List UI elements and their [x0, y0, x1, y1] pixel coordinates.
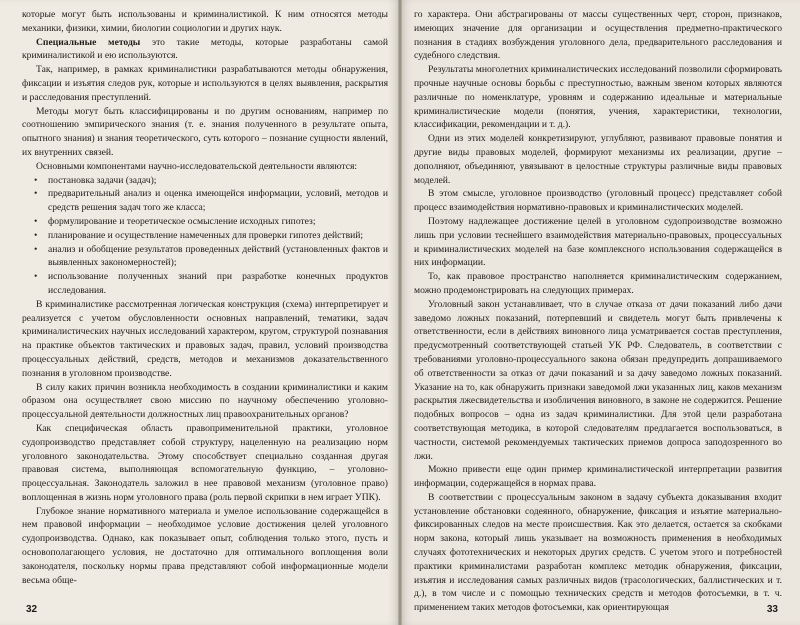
term-definition: это такие методы, которые разработаны самой криминалистикой и ею используются. — [22, 36, 388, 62]
paragraph: Поэтому надлежащее достижение целей в уголовном судопроизводстве возможно лишь при условии теснейшего взаимодействия материально-правовых, процессуальных и криминалистических моделей на базе комплексного использования содержащейся в них информации. — [414, 215, 782, 269]
paragraph-special-methods — [22, 36, 388, 64]
paragraph: Результаты многолетних криминалистических исследований позволили сформировать прочные научные основы борьбы с преступностью, важным звеном которых являются различные по номенклатуре, уровням и содержанию идеальные и материальные криминалистические модели (понятия, учения, характеристики, технологии, классификации, рекомендации и т. д.). — [414, 64, 782, 131]
paragraph: В этом смысле, уголовное производство (уголовный процесс) представляет собой процесс взаимодействия нормативно-правовых и криминалистических моделей. — [414, 188, 782, 214]
paragraph: В силу каких причин возникла необходимость в создании криминалистики и каким образом она осуществляет свою миссию по научному обеспечению уголовно-процессуальной деятельности должностных лиц правоохранительных органов? — [22, 381, 388, 421]
right-page — [400, 0, 800, 625]
list-item: • использование полученных знаний при разработке конечных продуктов исследования. — [48, 270, 388, 298]
book-gutter — [398, 0, 402, 625]
paragraph: В криминалистике рассмотренная логическая конструкция (схема) интерпретирует и реализуется с учетом обусловленности основных направлений, тематики, задач криминалистических научных исследований характером, кругом, структурой познавания на практике объектов тактических и правовых задач, правил, условий производства процессуальных действий, средств, методов и механизмов доказательственного познания в уголовном производстве. — [22, 298, 388, 379]
term-special-methods: Специальные методы — [36, 36, 141, 48]
paragraph: Можно привести еще один пример криминалистической интерпретации развития информации, содержащейся в нормах права. — [414, 464, 782, 490]
paragraph: То, как правовое пространство наполняется криминалистическим содержанием, можно продемонстрировать на следующих примерах. — [414, 271, 782, 296]
list-item: • постановка задачи (задач); — [48, 174, 388, 188]
list-item: • предварительный анализ и оценка имеющейся информации, условий, методов и средств решения задач того же класса; — [48, 187, 388, 215]
paragraph: Уголовный закон устанавливает, что в случае отказа от дачи показаний либо дачи заведомо ложных показаний, потерпевший и свидетель могут быть привлечены к ответственности, если в действиях виновного лица усматривается состав преступления, предусмотренный соответствующей статьей УК РФ. Следователь, в соответствии с требованиями уголовно-процессуального закона обязан предупредить допрашиваемого об ответственности за отказ от дачи показаний и за дачу заведомо ложных показаний. Указание на то, как обнаружить признаки заведомой лжи указанных лиц, каков механизм раскрытия лжесвидетельства и изобличения виновного, в законе не содержится. Решение подобных вопросов – одна из задач криминалистики. Для этой цели разработана соответствующая методика, в которой следователям предлагается воспользоваться, в частности, системой рекомендуемых тактических приемов допроса заподозренного во лжи. — [414, 298, 782, 462]
components-list — [22, 174, 388, 298]
paragraph: го характера. Они абстрагированы от массы существенных черт, сторон, признаков, имеющих значение для организации и осуществления предметно-практического познания в стадиях возбуждения уголовного дела, предварительного расследования и судебного следствия. — [414, 9, 782, 62]
list-item: • анализ и обобщение результатов проведенных действий (установленных фактов и выявленных закономерностей); — [48, 243, 388, 271]
paragraph: Глубокое знание нормативного материала и умелое использование содержащейся в нем правовой информации – необходимое условие достижения целей уголовного судопроизводства. Однако, как показывает опыт, соблюдения только этого, пусть и основополагающего условия, не достаточно для оптимального воплощения воли законодателя, поскольку нормы права представляют собой информационные модели весьма обще- — [22, 505, 388, 586]
paragraph: Так, например, в рамках криминалистики разрабатываются методы обнаружения, фиксации и изъятия следов рук, которые и используются в целях выявления, раскрытия и расследования преступлений. — [22, 64, 388, 103]
paragraph: Методы могут быть классифицированы и по другим основаниям, например по соотношению эмпирического знания (т. е. знания полученного в результате опыта, опытного знания) и знания теоретического, суть которого – познание сущности явлений, их внутренних связей. — [22, 105, 388, 158]
paragraph: В соответствии с процессуальным законом в задачу субъекта доказывания входит установление обстановки содеянного, обнаружение, фиксация и изъятие материально-фиксированных следов на месте происшествия. Как это делается, остается за скобками норм закона, который лишь указывает на возможность применения в необходимых случаях фототехнических и некоторых других средств. С учетом этого и потребностей практики криминалистами разработан комплекс методик обнаружения, фиксации, изъятия и исследования самых различных видов (трасологических, баллистических и т. д.), в том числе и с помощью технических средств и методов фотосъемки, в т. ч. применением таких методов фотосъемки, как ориентирующая — [414, 491, 782, 614]
paragraph: которые могут быть использованы и криминалистикой. К ним относятся методы механики, физики, химии, биологии социологии и других наук. — [22, 9, 388, 34]
page-number-right: 33 — [766, 604, 778, 615]
right-page-text — [414, 8, 782, 615]
paragraph: Основными компонентами научно-исследовательской деятельности являются: — [36, 160, 358, 172]
list-item: • формулирование и теоретическое осмысление исходных гипотез; — [48, 215, 388, 229]
paragraph: Как специфическая область правоприменительной практики, уголовное судопроизводство представляет собой структуру, нацеленную на реализацию норм уголовного законодательства. Этому способствует специально созданная другая правовая система, выполняющая вспомогательную функцию, – уголовно-процессуальная. Законодатель заложил в нее правовой механизм (уголовное право) воплощенная в жизнь норм уголовного права (роль первой скрипки в нем играет УПК). — [22, 422, 388, 503]
list-item: • планирование и осуществление намеченных для проверки гипотез действий; — [48, 229, 388, 243]
paragraph: Одни из этих моделей конкретизируют, углубляют, развивают правовые понятия и другие виды правовых моделей, формируют механизмы их реализации, другие – дополняют, объединяют, увязывают в целостные структуры различные виды правовых моделей. — [414, 133, 782, 186]
page-number-left: 32 — [26, 604, 38, 615]
left-page-text — [22, 8, 388, 587]
